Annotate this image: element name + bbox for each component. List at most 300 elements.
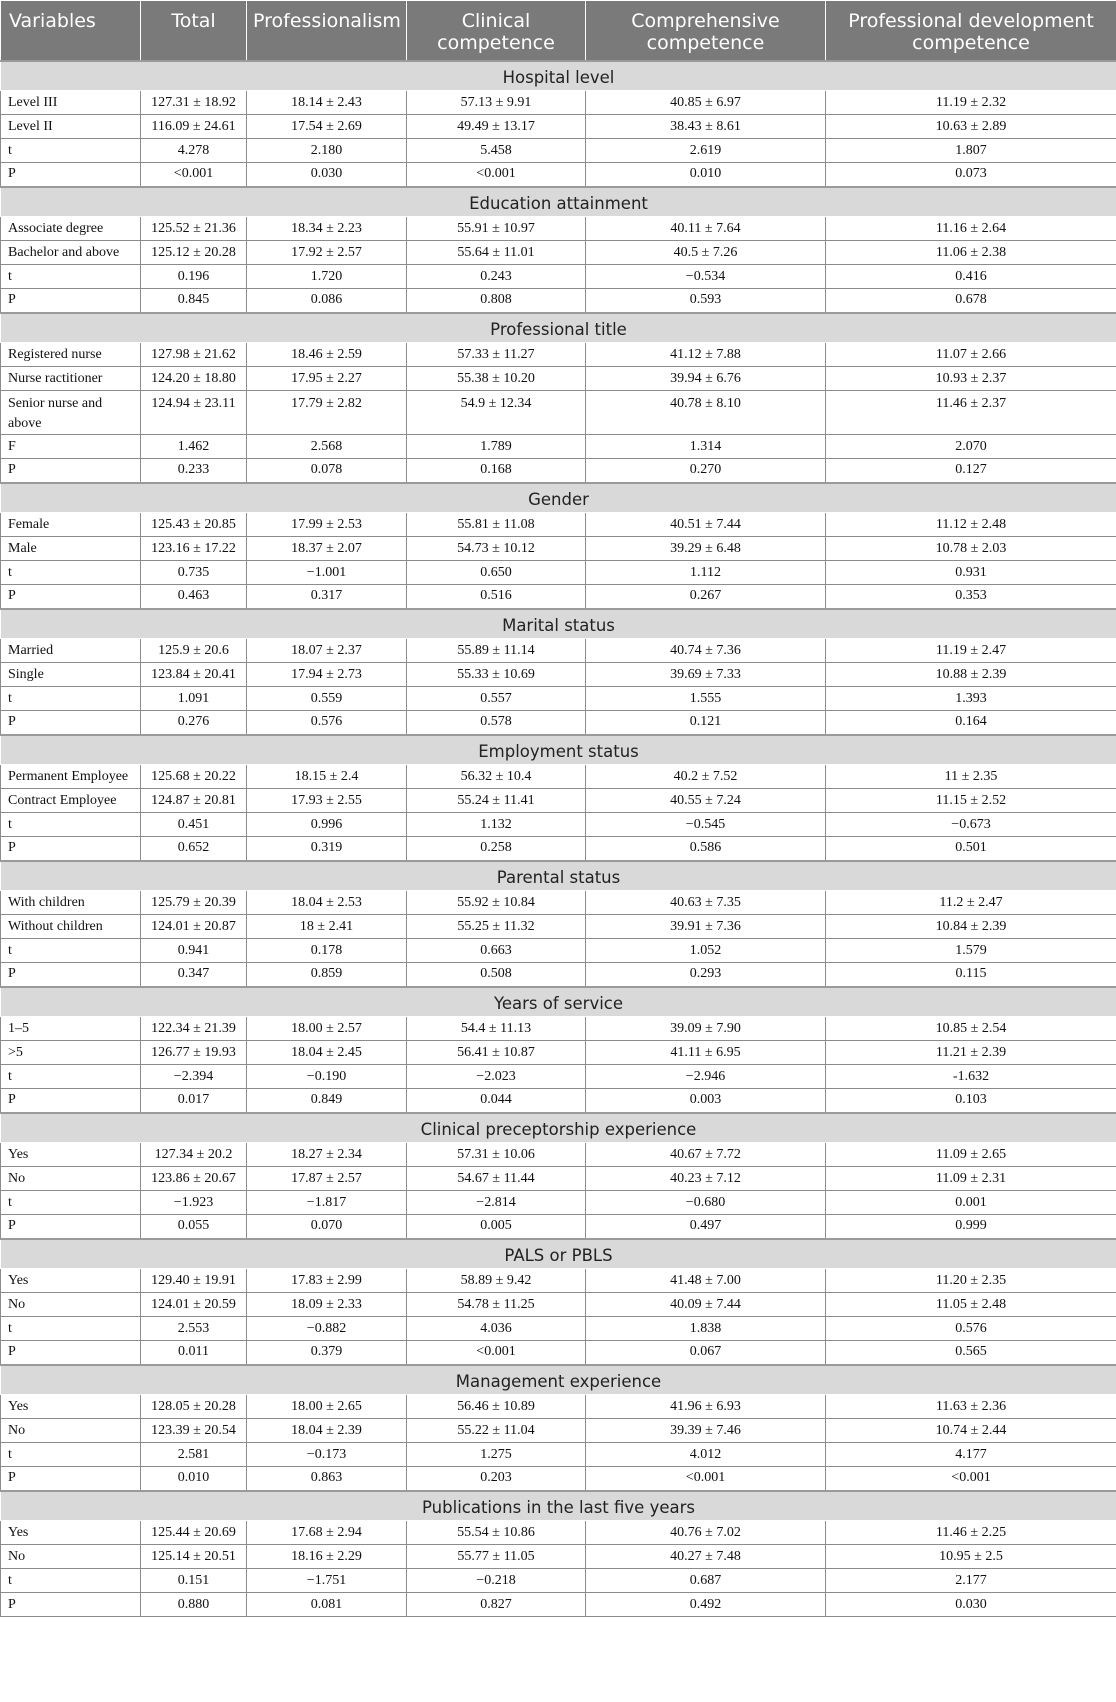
table-cell: −0.882 — [247, 1317, 407, 1341]
table-cell: 1.789 — [407, 435, 586, 459]
row-label: No — [1, 1419, 141, 1443]
table-cell: 0.196 — [141, 265, 247, 289]
table-cell: 0.319 — [247, 837, 407, 861]
row-label: t — [1, 1191, 141, 1215]
section-title: Parental status — [1, 861, 1116, 891]
table-cell: 0.996 — [247, 813, 407, 837]
table-cell: 0.073 — [826, 163, 1116, 187]
table-cell: 38.43 ± 8.61 — [586, 115, 826, 139]
table-row — [1, 459, 1116, 483]
table-cell: 18.04 ± 2.39 — [247, 1419, 407, 1443]
table-cell: 11.46 ± 2.37 — [826, 391, 1116, 435]
table-cell: 0.463 — [141, 585, 247, 609]
column-header-professional-development-competence: Professional development competence — [826, 1, 1116, 61]
table-cell: 55.33 ± 10.69 — [407, 663, 586, 687]
table-cell: 11 ± 2.35 — [826, 765, 1116, 789]
table-cell: −0.673 — [826, 813, 1116, 837]
row-label: Registered nurse — [1, 343, 141, 367]
table-cell: 39.94 ± 6.76 — [586, 367, 826, 391]
row-label: t — [1, 1317, 141, 1341]
table-row — [1, 91, 1116, 115]
section-title: Publications in the last five years — [1, 1491, 1116, 1521]
table-cell: 125.14 ± 20.51 — [141, 1545, 247, 1569]
row-label: Permanent Employee — [1, 765, 141, 789]
table-cell: 10.63 ± 2.89 — [826, 115, 1116, 139]
section-title: Management experience — [1, 1365, 1116, 1395]
table-cell: 55.22 ± 11.04 — [407, 1419, 586, 1443]
table-cell: 10.95 ± 2.5 — [826, 1545, 1116, 1569]
table-cell: 2.553 — [141, 1317, 247, 1341]
table-cell: -1.632 — [826, 1065, 1116, 1089]
table-row — [1, 1191, 1116, 1215]
table-cell: 1.720 — [247, 265, 407, 289]
table-cell: 49.49 ± 13.17 — [407, 115, 586, 139]
row-label: P — [1, 585, 141, 609]
table-cell: 40.63 ± 7.35 — [586, 891, 826, 915]
table-cell: 2.568 — [247, 435, 407, 459]
table-cell: 124.94 ± 23.11 — [141, 391, 247, 435]
table-row — [1, 837, 1116, 861]
table-row — [1, 789, 1116, 813]
table-cell: 1.052 — [586, 939, 826, 963]
table-cell: 56.32 ± 10.4 — [407, 765, 586, 789]
row-label: Married — [1, 639, 141, 663]
table-cell: 2.177 — [826, 1569, 1116, 1593]
table-cell: 0.003 — [586, 1089, 826, 1113]
row-label: Level II — [1, 115, 141, 139]
table-cell: 0.115 — [826, 963, 1116, 987]
table-row — [1, 343, 1116, 367]
section-header-row — [1, 1113, 1116, 1143]
table-cell: 0.650 — [407, 561, 586, 585]
table-cell: 0.735 — [141, 561, 247, 585]
table-row — [1, 1215, 1116, 1239]
table-cell: 57.13 ± 9.91 — [407, 91, 586, 115]
table-cell: 2.619 — [586, 139, 826, 163]
row-label: P — [1, 711, 141, 735]
table-cell: 116.09 ± 24.61 — [141, 115, 247, 139]
table-cell: 124.01 ± 20.59 — [141, 1293, 247, 1317]
table-cell: 0.827 — [407, 1593, 586, 1617]
table-cell: 2.070 — [826, 435, 1116, 459]
table-cell: 1.555 — [586, 687, 826, 711]
table-cell: 55.81 ± 11.08 — [407, 513, 586, 537]
table-cell: 54.67 ± 11.44 — [407, 1167, 586, 1191]
table-cell: 0.233 — [141, 459, 247, 483]
column-header-professionalism: Professionalism — [247, 1, 407, 61]
table-row — [1, 963, 1116, 987]
table-cell: 40.5 ± 7.26 — [586, 241, 826, 265]
row-label: Yes — [1, 1395, 141, 1419]
section-header-row — [1, 1365, 1116, 1395]
section-title: PALS or PBLS — [1, 1239, 1116, 1269]
table-cell: 1.314 — [586, 435, 826, 459]
table-cell: 0.121 — [586, 711, 826, 735]
table-cell: 55.89 ± 11.14 — [407, 639, 586, 663]
table-row — [1, 585, 1116, 609]
table-cell: 17.54 ± 2.69 — [247, 115, 407, 139]
table-cell: 41.11 ± 6.95 — [586, 1041, 826, 1065]
table-cell: 0.578 — [407, 711, 586, 735]
table-cell: 40.09 ± 7.44 — [586, 1293, 826, 1317]
row-label: Senior nurse and above — [1, 391, 141, 435]
row-label: t — [1, 1569, 141, 1593]
table-cell: −0.545 — [586, 813, 826, 837]
table-row — [1, 217, 1116, 241]
table-cell: 11.07 ± 2.66 — [826, 343, 1116, 367]
table-cell: 4.278 — [141, 139, 247, 163]
table-cell: 0.030 — [247, 163, 407, 187]
section-header-row — [1, 609, 1116, 639]
table-cell: 54.73 ± 10.12 — [407, 537, 586, 561]
table-row — [1, 513, 1116, 537]
table-cell: <0.001 — [407, 163, 586, 187]
table-row — [1, 1593, 1116, 1617]
table-cell: 1.838 — [586, 1317, 826, 1341]
table-row — [1, 1089, 1116, 1113]
table-row — [1, 163, 1116, 187]
table-row — [1, 139, 1116, 163]
table-row — [1, 115, 1116, 139]
table-cell: 0.652 — [141, 837, 247, 861]
table-body — [1, 61, 1116, 1617]
table-cell: 17.99 ± 2.53 — [247, 513, 407, 537]
row-label: F — [1, 435, 141, 459]
row-label: t — [1, 1443, 141, 1467]
section-title: Education attainment — [1, 187, 1116, 217]
table-cell: −1.751 — [247, 1569, 407, 1593]
table-cell: 0.508 — [407, 963, 586, 987]
table-cell: 11.06 ± 2.38 — [826, 241, 1116, 265]
table-cell: 18.46 ± 2.59 — [247, 343, 407, 367]
table-cell: 123.84 ± 20.41 — [141, 663, 247, 687]
table-cell: 0.203 — [407, 1467, 586, 1491]
table-cell: 0.845 — [141, 289, 247, 313]
row-label: P — [1, 1215, 141, 1239]
table-cell: 18.16 ± 2.29 — [247, 1545, 407, 1569]
table-cell: 11.15 ± 2.52 — [826, 789, 1116, 813]
table-cell: 40.2 ± 7.52 — [586, 765, 826, 789]
table-cell: 1.132 — [407, 813, 586, 837]
table-cell: 17.79 ± 2.82 — [247, 391, 407, 435]
table-row — [1, 1143, 1116, 1167]
table-cell: 0.353 — [826, 585, 1116, 609]
table-cell: 0.168 — [407, 459, 586, 483]
table-cell: 55.92 ± 10.84 — [407, 891, 586, 915]
table-cell: 39.91 ± 7.36 — [586, 915, 826, 939]
row-label: t — [1, 813, 141, 837]
table-cell: 17.95 ± 2.27 — [247, 367, 407, 391]
table-cell: 1.275 — [407, 1443, 586, 1467]
table-cell: 57.33 ± 11.27 — [407, 343, 586, 367]
row-label: P — [1, 289, 141, 313]
table-row — [1, 711, 1116, 735]
table-cell: 123.39 ± 20.54 — [141, 1419, 247, 1443]
table-cell: 56.46 ± 10.89 — [407, 1395, 586, 1419]
section-header-row — [1, 313, 1116, 343]
table-cell: −0.173 — [247, 1443, 407, 1467]
row-label: P — [1, 163, 141, 187]
table-cell: −2.814 — [407, 1191, 586, 1215]
table-cell: 4.012 — [586, 1443, 826, 1467]
table-cell: 10.78 ± 2.03 — [826, 537, 1116, 561]
section-header-row — [1, 861, 1116, 891]
table-row — [1, 813, 1116, 837]
table-row — [1, 1167, 1116, 1191]
table-cell: 0.044 — [407, 1089, 586, 1113]
table-cell: 127.34 ± 20.2 — [141, 1143, 247, 1167]
section-title: Years of service — [1, 987, 1116, 1017]
table-cell: 0.565 — [826, 1341, 1116, 1365]
table-cell: 10.85 ± 2.54 — [826, 1017, 1116, 1041]
table-cell: 1.462 — [141, 435, 247, 459]
table-cell: 17.87 ± 2.57 — [247, 1167, 407, 1191]
table-cell: 11.63 ± 2.36 — [826, 1395, 1116, 1419]
table-row — [1, 561, 1116, 585]
table-cell: 1.807 — [826, 139, 1116, 163]
table-cell: 11.05 ± 2.48 — [826, 1293, 1116, 1317]
table-cell: 39.69 ± 7.33 — [586, 663, 826, 687]
table-cell: 0.164 — [826, 711, 1116, 735]
table-cell: 10.93 ± 2.37 — [826, 367, 1116, 391]
table-cell: 55.24 ± 11.41 — [407, 789, 586, 813]
table-cell: 125.9 ± 20.6 — [141, 639, 247, 663]
table-cell: 39.39 ± 7.46 — [586, 1419, 826, 1443]
table-cell: <0.001 — [826, 1467, 1116, 1491]
section-header-row — [1, 483, 1116, 513]
section-title: Professional title — [1, 313, 1116, 343]
table-cell: 55.77 ± 11.05 — [407, 1545, 586, 1569]
table-cell: 11.12 ± 2.48 — [826, 513, 1116, 537]
row-label: P — [1, 1089, 141, 1113]
row-label: No — [1, 1545, 141, 1569]
row-label: P — [1, 1341, 141, 1365]
table-cell: 40.85 ± 6.97 — [586, 91, 826, 115]
table-cell: 57.31 ± 10.06 — [407, 1143, 586, 1167]
table-cell: 18 ± 2.41 — [247, 915, 407, 939]
table-cell: <0.001 — [586, 1467, 826, 1491]
row-label: t — [1, 939, 141, 963]
table-cell: 0.416 — [826, 265, 1116, 289]
table-cell: 0.270 — [586, 459, 826, 483]
table-cell: 0.849 — [247, 1089, 407, 1113]
row-label: t — [1, 687, 141, 711]
table-cell: 0.678 — [826, 289, 1116, 313]
row-label: Without children — [1, 915, 141, 939]
table-cell: 127.31 ± 18.92 — [141, 91, 247, 115]
table-cell: 18.00 ± 2.65 — [247, 1395, 407, 1419]
table-cell: 55.64 ± 11.01 — [407, 241, 586, 265]
table-cell: −0.190 — [247, 1065, 407, 1089]
row-label: Male — [1, 537, 141, 561]
table-cell: 0.557 — [407, 687, 586, 711]
table-cell: 18.00 ± 2.57 — [247, 1017, 407, 1041]
table-cell: 54.78 ± 11.25 — [407, 1293, 586, 1317]
table-cell: 55.91 ± 10.97 — [407, 217, 586, 241]
section-header-row — [1, 61, 1116, 91]
table-cell: 10.74 ± 2.44 — [826, 1419, 1116, 1443]
table-cell: 0.030 — [826, 1593, 1116, 1617]
table-cell: 0.492 — [586, 1593, 826, 1617]
table-cell: −0.680 — [586, 1191, 826, 1215]
header-row — [1, 1, 1116, 61]
table-cell: 5.458 — [407, 139, 586, 163]
table-cell: 41.48 ± 7.00 — [586, 1269, 826, 1293]
row-label: Yes — [1, 1521, 141, 1545]
table-cell: 11.09 ± 2.65 — [826, 1143, 1116, 1167]
table-row — [1, 435, 1116, 459]
table-cell: −2.946 — [586, 1065, 826, 1089]
table-cell: 0.576 — [826, 1317, 1116, 1341]
table-cell: −2.023 — [407, 1065, 586, 1089]
table-cell: 0.010 — [586, 163, 826, 187]
table-cell: 18.14 ± 2.43 — [247, 91, 407, 115]
table-cell: 0.687 — [586, 1569, 826, 1593]
table-row — [1, 639, 1116, 663]
table-cell: 129.40 ± 19.91 — [141, 1269, 247, 1293]
table-cell: 125.44 ± 20.69 — [141, 1521, 247, 1545]
table-cell: 39.29 ± 6.48 — [586, 537, 826, 561]
table-row — [1, 1293, 1116, 1317]
table-cell: 40.11 ± 7.64 — [586, 217, 826, 241]
table-cell: 0.586 — [586, 837, 826, 861]
table-row — [1, 1017, 1116, 1041]
row-label: Associate degree — [1, 217, 141, 241]
table-cell: 58.89 ± 9.42 — [407, 1269, 586, 1293]
table-cell: 4.036 — [407, 1317, 586, 1341]
table-cell: 122.34 ± 21.39 — [141, 1017, 247, 1041]
table-cell: 0.267 — [586, 585, 826, 609]
table-cell: 128.05 ± 20.28 — [141, 1395, 247, 1419]
table-cell: 11.21 ± 2.39 — [826, 1041, 1116, 1065]
table-cell: 18.27 ± 2.34 — [247, 1143, 407, 1167]
table-row — [1, 367, 1116, 391]
section-title: Gender — [1, 483, 1116, 513]
table-cell: 40.67 ± 7.72 — [586, 1143, 826, 1167]
table-cell: 0.317 — [247, 585, 407, 609]
table-cell: 11.19 ± 2.47 — [826, 639, 1116, 663]
table-cell: 18.15 ± 2.4 — [247, 765, 407, 789]
table-cell: 0.067 — [586, 1341, 826, 1365]
table-cell: 0.293 — [586, 963, 826, 987]
table-cell: 0.859 — [247, 963, 407, 987]
table-cell: 41.12 ± 7.88 — [586, 343, 826, 367]
table-cell: 17.83 ± 2.99 — [247, 1269, 407, 1293]
table-row — [1, 1419, 1116, 1443]
section-header-row — [1, 187, 1116, 217]
table-cell: 18.34 ± 2.23 — [247, 217, 407, 241]
table-cell: 55.25 ± 11.32 — [407, 915, 586, 939]
table-row — [1, 1569, 1116, 1593]
table-cell: 17.68 ± 2.94 — [247, 1521, 407, 1545]
table-row — [1, 1521, 1116, 1545]
table-row — [1, 289, 1116, 313]
table-cell: 0.081 — [247, 1593, 407, 1617]
table-cell: 1.579 — [826, 939, 1116, 963]
table-cell: 0.078 — [247, 459, 407, 483]
table-row — [1, 265, 1116, 289]
table-cell: 0.941 — [141, 939, 247, 963]
table-cell: 0.931 — [826, 561, 1116, 585]
table-row — [1, 663, 1116, 687]
table-cell: 18.04 ± 2.53 — [247, 891, 407, 915]
table-cell: 0.276 — [141, 711, 247, 735]
row-label: Bachelor and above — [1, 241, 141, 265]
table-row — [1, 391, 1116, 435]
table-cell: 17.92 ± 2.57 — [247, 241, 407, 265]
table-cell: 11.2 ± 2.47 — [826, 891, 1116, 915]
table-cell: −0.218 — [407, 1569, 586, 1593]
table-cell: 0.593 — [586, 289, 826, 313]
row-label: P — [1, 459, 141, 483]
table-cell: 0.999 — [826, 1215, 1116, 1239]
row-label: Single — [1, 663, 141, 687]
table-cell: 2.581 — [141, 1443, 247, 1467]
table-cell: 2.180 — [247, 139, 407, 163]
section-header-row — [1, 735, 1116, 765]
row-label: t — [1, 265, 141, 289]
table-cell: −1.923 — [141, 1191, 247, 1215]
table-row — [1, 1041, 1116, 1065]
table-cell: 10.88 ± 2.39 — [826, 663, 1116, 687]
table-cell: 11.20 ± 2.35 — [826, 1269, 1116, 1293]
table-cell: 0.017 — [141, 1089, 247, 1113]
row-label: t — [1, 139, 141, 163]
table-cell: 0.011 — [141, 1341, 247, 1365]
section-header-row — [1, 1239, 1116, 1269]
table-cell: 0.451 — [141, 813, 247, 837]
row-label: P — [1, 837, 141, 861]
table-cell: 1.393 — [826, 687, 1116, 711]
table-cell: 17.94 ± 2.73 — [247, 663, 407, 687]
table-cell: 40.27 ± 7.48 — [586, 1545, 826, 1569]
table-cell: 40.74 ± 7.36 — [586, 639, 826, 663]
section-title: Hospital level — [1, 61, 1116, 91]
table-cell: −2.394 — [141, 1065, 247, 1089]
row-label: >5 — [1, 1041, 141, 1065]
table-cell: 0.005 — [407, 1215, 586, 1239]
table-cell: <0.001 — [141, 163, 247, 187]
table-cell: 54.4 ± 11.13 — [407, 1017, 586, 1041]
table-row — [1, 1443, 1116, 1467]
table-cell: 1.091 — [141, 687, 247, 711]
table-row — [1, 1317, 1116, 1341]
table-row — [1, 765, 1116, 789]
table-header — [1, 1, 1116, 61]
table-cell: 124.20 ± 18.80 — [141, 367, 247, 391]
table-cell: 0.127 — [826, 459, 1116, 483]
table-row — [1, 1467, 1116, 1491]
table-row — [1, 537, 1116, 561]
table-cell: 0.258 — [407, 837, 586, 861]
row-label: Yes — [1, 1143, 141, 1167]
column-header-comprehensive-competence: Comprehensive competence — [586, 1, 826, 61]
table-cell: 11.46 ± 2.25 — [826, 1521, 1116, 1545]
table-cell: 0.663 — [407, 939, 586, 963]
table-cell: 18.07 ± 2.37 — [247, 639, 407, 663]
table-row — [1, 1269, 1116, 1293]
row-label: Contract Employee — [1, 789, 141, 813]
section-title: Clinical preceptorship experience — [1, 1113, 1116, 1143]
table-cell: 11.19 ± 2.32 — [826, 91, 1116, 115]
table-cell: 0.559 — [247, 687, 407, 711]
table-cell: 0.497 — [586, 1215, 826, 1239]
table-row — [1, 939, 1116, 963]
row-label: 1–5 — [1, 1017, 141, 1041]
table-cell: 0.347 — [141, 963, 247, 987]
row-label: t — [1, 561, 141, 585]
table-cell: 55.54 ± 10.86 — [407, 1521, 586, 1545]
